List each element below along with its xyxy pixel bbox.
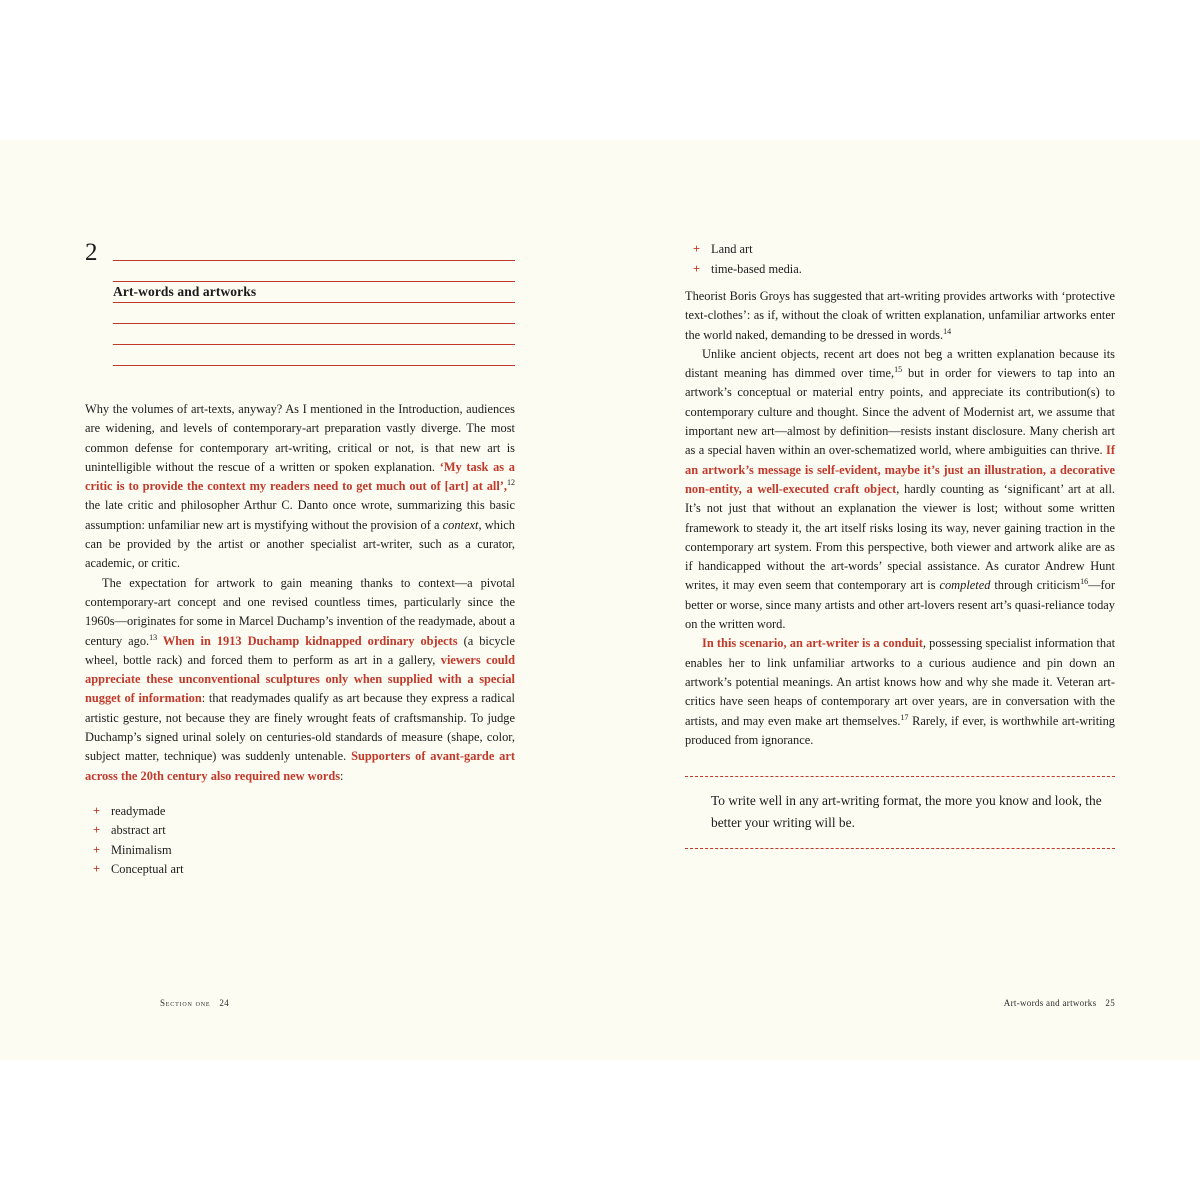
left-body-column <box>85 400 515 880</box>
footnote-marker-13: 13 <box>149 632 158 642</box>
list-item-label: time-based media. <box>711 261 802 276</box>
footnote-marker-15: 15 <box>894 365 903 375</box>
paragraph-2-part-a: The expectation for artwork to gain meaning thanks to context—a pivotal contemporary-art concept and one revised countless times, particularly since the 1960s—originates for some in Marcel Duchamp’s invention of the readymade, about a century ago. <box>85 575 515 648</box>
pull-quote-text: To write well in any art-writing format, the more you know and look, the better your writing will be. <box>711 793 1102 831</box>
chapter-title: Art-words and artworks <box>113 284 262 300</box>
left-page <box>0 140 600 1060</box>
paragraph-1-highlight: ‘My task as a critic is to provide the context my readers need to get much out of [art] at all’, <box>85 459 515 494</box>
list-item <box>93 841 515 861</box>
plus-icon: + <box>93 862 101 877</box>
plus-icon: + <box>93 803 101 818</box>
list-item <box>693 260 1115 280</box>
paragraph-5-part-b: Rarely, if ever, is worthwhile art-writing produced from ignorance. <box>685 713 1115 747</box>
plus-icon: + <box>93 842 101 857</box>
folio-left <box>160 998 229 1008</box>
paragraph-1-part-a: Why the volumes of art-texts, anyway? As I mentioned in the Introduction, audiences are widening, and levels of contemporary-art preparation vastly diverge. The most common defense for contemporary art-writing, critical or not, is that new art is unintelligible without the rescue of a written or spoken explanation. <box>85 402 515 474</box>
book-spread <box>0 140 1200 1060</box>
footnote-marker-14: 14 <box>943 326 952 336</box>
paragraph-1-italic: context <box>442 517 479 532</box>
paragraph-1 <box>85 400 515 574</box>
paragraph-4-part-e: —for better or worse, since many artists and other art-lovers resent art’s quasi-reliance today on the written word. <box>685 578 1115 632</box>
paragraph-4 <box>685 345 1115 634</box>
paragraph-4-part-a: Unlike ancient objects, recent art does not beg a written explanation because its distant meaning has dimmed over time, <box>685 346 1115 381</box>
paragraph-3-text: Theorist Boris Groys has suggested that art-writing provides artworks with ‘protective text-clothes’: as if, without the cloak of written explanation, unfamiliar artworks enter the world naked, demanding to be dressed in words. <box>685 289 1115 342</box>
paragraph-5 <box>685 634 1115 750</box>
paragraph-1-part-c: , which can be provided by the artist or another specialist art-writer, such as a curator, academic, or critic. <box>85 517 516 571</box>
paragraph-4-italic: completed <box>939 578 991 593</box>
paragraph-2-part-b: (a bicycle wheel, bottle rack) and forced them to perform as art in a gallery, <box>85 633 515 667</box>
paragraph-2-highlight-2: viewers could appreciate these unconventional sculptures only when supplied with a special nugget of information <box>85 652 515 706</box>
plus-icon: + <box>693 261 701 276</box>
chapter-number: 2 <box>85 239 98 266</box>
folio-page-number: 24 <box>219 998 229 1008</box>
footnote-marker-16: 16 <box>1080 577 1089 587</box>
paragraph-2-part-d: : <box>340 768 344 783</box>
footnote-marker-12: 12 <box>507 478 515 488</box>
list-item-label: Minimalism <box>111 842 172 857</box>
folio-page-number: 25 <box>1105 998 1115 1008</box>
paragraph-4-highlight: If an artwork’s message is self-evident, maybe it’s just an illustration, a decorative non-entity, a well-executed craft object <box>685 443 1115 496</box>
paragraph-2-part-c: : that readymades qualify as art because they express a radical artistic gesture, not because they are finely wrought feats of craftsmanship. To judge Duchamp’s signed urinal solely on centuries-old standards of measure (shape, color, subject matter, technique) was suddenly untenable. <box>85 691 515 764</box>
list-item-label: Conceptual art <box>111 862 184 877</box>
chapter-rule-stack <box>113 240 515 366</box>
paragraph-2-highlight-1: When in 1913 Duchamp kidnapped ordinary objects <box>157 633 458 648</box>
paragraph-3 <box>685 287 1115 345</box>
rule-line <box>113 303 515 324</box>
art-words-list-continued <box>685 240 1115 279</box>
folio-section-label: Section one <box>160 998 211 1008</box>
right-page <box>600 140 1200 1060</box>
right-body-column <box>685 240 1115 849</box>
rule-line <box>113 240 515 261</box>
plus-icon: + <box>93 823 101 838</box>
list-item-label: readymade <box>111 803 166 818</box>
folio-right <box>1004 998 1115 1008</box>
rule-line <box>113 261 515 282</box>
paragraph-2 <box>85 574 515 786</box>
folio-section-label: Art-words and artworks <box>1003 998 1097 1008</box>
list-item <box>93 821 515 841</box>
paragraph-4-part-d: through criticism <box>990 578 1081 593</box>
pull-quote <box>685 776 1115 849</box>
rule-line <box>113 324 515 345</box>
rule-line <box>113 345 515 366</box>
paragraph-4-part-b: but in order for viewers to tap into an artwork’s conceptual or material entry points, and appreciate its contribution(s) to contemporary culture and thought. Since the advent of Modernist art, we assume that important new art—almost by definition—resists instant disclosure. Many cherish art as a special haven within an over-schematized world, where ambiguities can thrive. <box>685 366 1115 458</box>
paragraph-4-part-c: , hardly counting as ‘significant’ art at all. It’s not just that without an explanation the viewer is lost; without some written framework to steady it, the art itself risks losing its way, never gaining traction in the contemporary art system. From this perspective, both viewer and artwork alike are as if handicapped without the art-words’ special assistance. As curator Andrew Hunt writes, it may even seem that contemporary art is <box>685 481 1115 593</box>
paragraph-5-part-a: , possessing specialist information that enables her to link unfamiliar artworks to a curious audience and pin down an artwork’s potential meanings. An artist knows how and why she made it. Veteran art-critics have seen heaps of contemporary art over years, are in conversation with the artists, and may even make art themselves. <box>685 636 1116 728</box>
list-item <box>93 802 515 822</box>
list-item-label: abstract art <box>111 823 166 838</box>
plus-icon: + <box>693 242 701 256</box>
paragraph-1-part-b: the late critic and philosopher Arthur C. Danto once wrote, summarizing this basic assumption: unfamiliar new art is mystifying without the provision of a <box>85 498 515 532</box>
rule-line-title <box>113 282 515 303</box>
list-item <box>93 860 515 880</box>
spacer <box>685 279 1115 287</box>
paragraph-2-highlight-3: Supporters of avant-garde art across the 20th century also required new words <box>85 749 515 783</box>
art-words-list <box>85 802 515 880</box>
chapter-opener <box>85 240 515 366</box>
footnote-marker-17: 17 <box>900 712 909 722</box>
list-item <box>693 240 1115 260</box>
paragraph-5-highlight: In this scenario, an art-writer is a conduit <box>702 636 923 651</box>
list-item-label: Land art <box>711 242 753 256</box>
